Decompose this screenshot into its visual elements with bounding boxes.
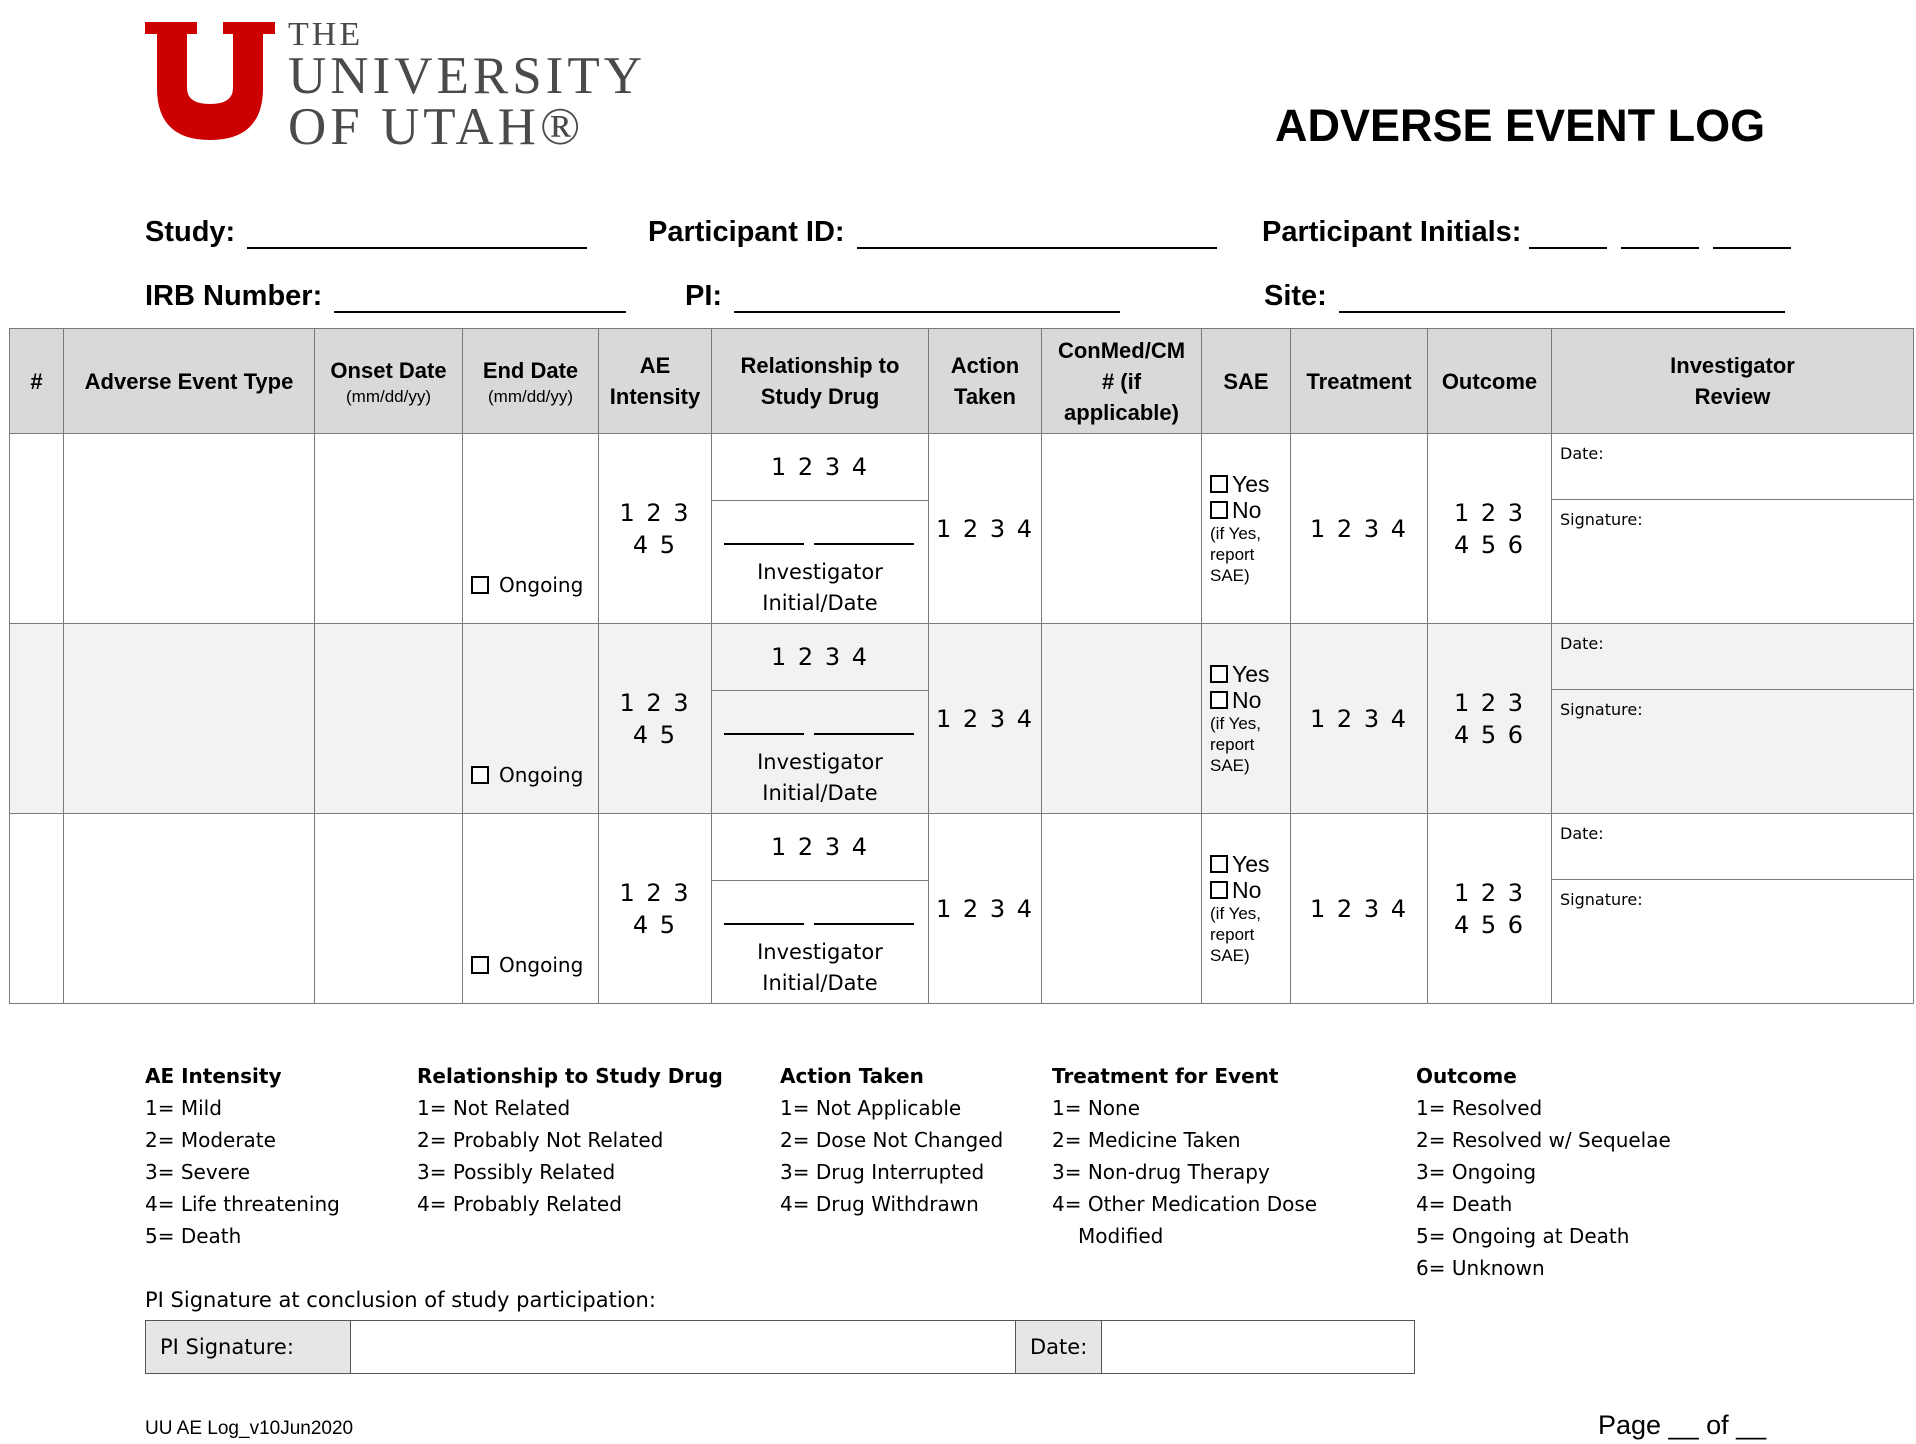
intensity-scale: 4 5 — [632, 530, 678, 559]
col-action-taken: Action Taken — [929, 329, 1042, 434]
cell-conmed[interactable] — [1042, 624, 1202, 814]
legend-item: 4= Life threatening — [145, 1192, 340, 1216]
ongoing-checkbox[interactable] — [471, 956, 489, 974]
outcome-scale: 4 5 6 — [1453, 530, 1526, 559]
legend-item: 4= Drug Withdrawn — [780, 1192, 979, 1216]
col-onset-date: Onset Date (mm/dd/yy) — [315, 329, 463, 434]
sae-no-label: No — [1232, 687, 1262, 713]
col-ae-type: Adverse Event Type — [64, 329, 315, 434]
ongoing-label: Ongoing — [499, 763, 584, 787]
sae-yes-checkbox[interactable] — [1210, 665, 1228, 683]
cell-action-taken[interactable] — [929, 814, 1042, 1004]
treatment-scale: 1 2 3 4 — [1310, 894, 1408, 923]
sae-yes-label: Yes — [1232, 471, 1270, 497]
ongoing-label: Ongoing — [499, 953, 584, 977]
col-number: # — [10, 329, 64, 434]
col-ae-intensity: AE Intensity — [599, 329, 712, 434]
participant-initials-field[interactable]: Participant Initials: — [1262, 216, 1791, 249]
relationship-scale: 1 2 3 4 — [712, 434, 928, 501]
ongoing-option[interactable] — [471, 953, 583, 977]
action-scale: 1 2 3 4 — [936, 894, 1034, 923]
outcome-scale: 1 2 3 — [1453, 498, 1526, 527]
intensity-scale: 1 2 3 — [619, 688, 691, 717]
intensity-scale: 1 2 3 — [619, 878, 691, 907]
sae-yes-label: Yes — [1232, 661, 1270, 687]
cell-end-date[interactable] — [463, 434, 599, 624]
sae-note: (if Yes, report SAE) — [1210, 714, 1262, 775]
cell-number[interactable] — [10, 434, 64, 624]
outcome-scale: 4 5 6 — [1453, 910, 1526, 939]
outcome-scale: 1 2 3 — [1453, 688, 1526, 717]
cell-relationship[interactable] — [712, 434, 929, 624]
legend-item: 4= Probably Related — [417, 1192, 622, 1216]
col-conmed: ConMed/CM # (if applicable) — [1042, 329, 1202, 434]
sae-yes-checkbox[interactable] — [1210, 475, 1228, 493]
cell-number[interactable] — [10, 814, 64, 1004]
participant-id-field[interactable]: Participant ID: — [648, 216, 1217, 249]
col-end-date: End Date (mm/dd/yy) — [463, 329, 599, 434]
cell-investigator-review — [1552, 434, 1914, 624]
legend-ae-intensity: AE Intensity 1= Mild 2= Moderate 3= Severe 4= Life threatening 5= Death — [145, 1060, 340, 1252]
sae-no-checkbox[interactable] — [1210, 691, 1228, 709]
col-outcome: Outcome — [1428, 329, 1552, 434]
relationship-scale: 1 2 3 4 — [712, 814, 928, 881]
cell-treatment[interactable] — [1291, 624, 1428, 814]
cell-sae[interactable] — [1202, 434, 1291, 624]
legend-action-taken: Action Taken 1= Not Applicable 2= Dose Not Changed 3= Drug Interrupted 4= Drug Withdrawn — [780, 1060, 1003, 1220]
ongoing-option[interactable] — [471, 573, 583, 597]
cell-end-date[interactable] — [463, 624, 599, 814]
review-signature-field[interactable]: Signature: — [1560, 890, 1643, 909]
legend-item: 1= Resolved — [1416, 1096, 1543, 1120]
legend-relationship: Relationship to Study Drug 1= Not Related 2= Probably Not Related 3= Possibly Related 4= Probably Related — [417, 1060, 723, 1220]
col-sae: SAE — [1202, 329, 1291, 434]
cell-conmed[interactable] — [1042, 434, 1202, 624]
cell-action-taken[interactable] — [929, 434, 1042, 624]
legend-item: 1= None — [1052, 1096, 1141, 1120]
sae-note: (if Yes, report SAE) — [1210, 524, 1262, 585]
col-relationship: Relationship to Study Drug — [712, 329, 929, 434]
cell-sae[interactable] — [1202, 814, 1291, 1004]
cell-ae-intensity[interactable] — [599, 814, 712, 1004]
university-logo-text: THE UNIVERSITY OF UTAH® — [288, 16, 646, 156]
form-version: UU AE Log_v10Jun2020 — [145, 1418, 354, 1439]
investigator-initial-lines[interactable] — [724, 923, 914, 925]
legend-item: 2= Medicine Taken — [1052, 1128, 1241, 1152]
review-date-field[interactable]: Date: — [1552, 814, 1913, 880]
site-field[interactable]: Site: — [1264, 280, 1785, 313]
sae-yes-checkbox[interactable] — [1210, 855, 1228, 873]
action-scale: 1 2 3 4 — [936, 514, 1034, 543]
table-row — [10, 434, 1914, 624]
irb-number-field[interactable]: IRB Number: — [145, 280, 626, 313]
cell-treatment[interactable] — [1291, 434, 1428, 624]
cell-conmed[interactable] — [1042, 814, 1202, 1004]
cell-outcome[interactable] — [1428, 814, 1552, 1004]
intensity-scale: 1 2 3 — [619, 498, 691, 527]
pi-signature-caption: PI Signature at conclusion of study participation: — [145, 1288, 656, 1312]
intensity-scale: 4 5 — [632, 720, 678, 749]
university-logo-mark — [145, 22, 275, 140]
pi-date-input[interactable] — [1102, 1321, 1415, 1374]
ongoing-checkbox[interactable] — [471, 576, 489, 594]
outcome-scale: 1 2 3 — [1453, 878, 1526, 907]
cell-onset-date[interactable] — [315, 814, 463, 1004]
legend-item: 3= Possibly Related — [417, 1160, 616, 1184]
cell-onset-date[interactable] — [315, 434, 463, 624]
page-title: ADVERSE EVENT LOG — [1275, 100, 1766, 151]
legend-item: 3= Severe — [145, 1160, 251, 1184]
sae-no-checkbox[interactable] — [1210, 501, 1228, 519]
investigator-initial-lines[interactable] — [724, 543, 914, 545]
legend-item: 3= Ongoing — [1416, 1160, 1537, 1184]
adverse-event-table — [9, 328, 1914, 1004]
review-date-field[interactable]: Date: — [1552, 434, 1913, 500]
cell-outcome[interactable] — [1428, 434, 1552, 624]
treatment-scale: 1 2 3 4 — [1310, 704, 1408, 733]
cell-onset-date[interactable] — [315, 624, 463, 814]
legend-item: Modified — [1078, 1224, 1164, 1248]
col-investigator-review: Investigator Review — [1552, 329, 1914, 434]
table-row — [10, 814, 1914, 1004]
legend-item: 4= Death — [1416, 1192, 1513, 1216]
cell-outcome[interactable] — [1428, 624, 1552, 814]
table-row — [10, 624, 1914, 814]
legend-item: 2= Moderate — [145, 1128, 276, 1152]
review-date-field[interactable]: Date: — [1552, 624, 1913, 690]
legend-item: 2= Resolved w/ Sequelae — [1416, 1128, 1671, 1152]
cell-end-date[interactable] — [463, 814, 599, 1004]
cell-ae-type[interactable] — [64, 434, 315, 624]
legend-treatment: Treatment for Event 1= None 2= Medicine Taken 3= Non-drug Therapy 4= Other Medication Dose Modified — [1052, 1060, 1317, 1252]
pi-field[interactable]: PI: — [685, 280, 1120, 313]
legend-item: 4= Other Medication Dose — [1052, 1192, 1318, 1216]
ongoing-label: Ongoing — [499, 573, 584, 597]
cell-relationship[interactable] — [712, 624, 929, 814]
cell-treatment[interactable] — [1291, 814, 1428, 1004]
cell-action-taken[interactable] — [929, 624, 1042, 814]
cell-investigator-review — [1552, 624, 1914, 814]
legend-item: 5= Ongoing at Death — [1416, 1224, 1630, 1248]
legend-outcome: Outcome 1= Resolved 2= Resolved w/ Sequelae 3= Ongoing 4= Death 5= Ongoing at Death 6= Unknown — [1416, 1060, 1671, 1284]
review-signature-field[interactable]: Signature: — [1560, 700, 1643, 719]
sae-no-checkbox[interactable] — [1210, 881, 1228, 899]
sae-no-label: No — [1232, 497, 1262, 523]
ongoing-checkbox[interactable] — [471, 766, 489, 784]
pi-signature-label: PI Signature: — [146, 1321, 351, 1374]
sae-note: (if Yes, report SAE) — [1210, 904, 1262, 965]
pi-date-label: Date: — [1016, 1321, 1102, 1374]
cell-ae-intensity[interactable] — [599, 434, 712, 624]
treatment-scale: 1 2 3 4 — [1310, 514, 1408, 543]
intensity-scale: 4 5 — [632, 910, 678, 939]
outcome-scale: 4 5 6 — [1453, 720, 1526, 749]
cell-relationship[interactable] — [712, 814, 929, 1004]
cell-sae[interactable] — [1202, 624, 1291, 814]
relationship-scale: 1 2 3 4 — [712, 624, 928, 691]
investigator-initial-lines[interactable] — [724, 733, 914, 735]
table-header-row — [10, 329, 1914, 434]
sae-no-label: No — [1232, 877, 1262, 903]
pi-signature-table — [145, 1320, 1415, 1374]
cell-ae-type[interactable] — [64, 814, 315, 1004]
legend-item: 1= Mild — [145, 1096, 222, 1120]
legend-item: 5= Death — [145, 1224, 242, 1248]
page-number: Page __ of __ — [1598, 1410, 1767, 1440]
legend-item: 2= Dose Not Changed — [780, 1128, 1004, 1152]
action-scale: 1 2 3 4 — [936, 704, 1034, 733]
legend-item: 3= Non-drug Therapy — [1052, 1160, 1270, 1184]
legend-item: 3= Drug Interrupted — [780, 1160, 985, 1184]
investigator-initial-date-label: Investigator Initial/Date — [757, 750, 883, 805]
legend-item: 1= Not Applicable — [780, 1096, 962, 1120]
cell-ae-intensity[interactable] — [599, 624, 712, 814]
ongoing-option[interactable] — [471, 763, 583, 787]
legend-item: 6= Unknown — [1416, 1256, 1545, 1280]
investigator-initial-date-label: Investigator Initial/Date — [757, 560, 883, 615]
legend-item: 1= Not Related — [417, 1096, 571, 1120]
cell-number[interactable] — [10, 624, 64, 814]
study-field[interactable]: Study: — [145, 216, 587, 249]
review-signature-field[interactable]: Signature: — [1560, 510, 1643, 529]
cell-ae-type[interactable] — [64, 624, 315, 814]
legend-item: 2= Probably Not Related — [417, 1128, 664, 1152]
investigator-initial-date-label: Investigator Initial/Date — [757, 940, 883, 995]
col-treatment: Treatment — [1291, 329, 1428, 434]
cell-investigator-review — [1552, 814, 1914, 1004]
pi-signature-input[interactable] — [351, 1321, 1016, 1374]
sae-yes-label: Yes — [1232, 851, 1270, 877]
